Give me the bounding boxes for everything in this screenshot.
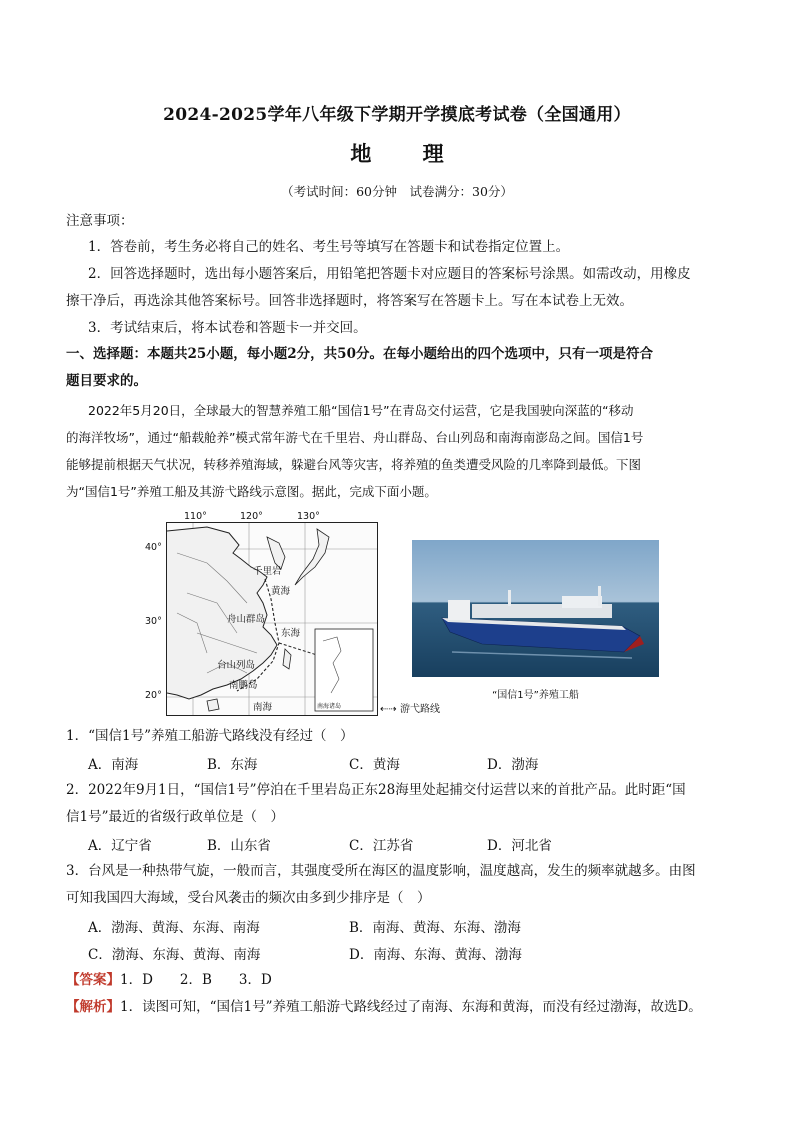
- question-2-stem: 2．2022年9月1日，“国信1号”停泊在千里岩岛正东28海里处起捕交付运营以来的首批产品。此时距“国: [66, 782, 686, 798]
- q2-option-d[interactable]: D．河北省: [487, 838, 552, 854]
- question-3-stem-cont: 可知我国四大海域，受台风袭击的频次由多到少排序是（ ）: [66, 890, 431, 906]
- note-item: 1．答卷前，考生务必将自己的姓名、考生号等填写在答题卡和试卷指定位置上。: [88, 239, 570, 255]
- place-label: 台山列岛: [217, 660, 256, 671]
- question-3-stem: 3．台风是一种热带气旋，一般而言，其强度受所在海区的温度影响，温度越高，发生的频率就越多。由图: [66, 863, 696, 879]
- section-heading-cont: 题目要求的。: [66, 373, 147, 389]
- passage-line: 为“国信1号”养殖工船及其游弋路线示意图。据此，完成下面小题。: [66, 484, 437, 499]
- q3-option-d[interactable]: D．南海、东海、黄海、渤海: [349, 947, 522, 963]
- section-heading: 一、选择题：本题共25小题，每小题2分，共50分。在每小题给出的四个选项中，只有一项是符合: [66, 346, 653, 362]
- place-label: 南鹏岛: [229, 680, 258, 691]
- q2-option-a[interactable]: A．辽宁省: [88, 838, 152, 854]
- q3-option-a[interactable]: A．渤海、黄海、东海、南海: [88, 920, 260, 936]
- q1-option-d[interactable]: D．渤海: [487, 757, 539, 773]
- lon-label: 130°: [297, 511, 320, 522]
- note-item: 擦干净后，再选涂其他答案标号。回答非选择题时，将答案写在答题卡上。写在本试卷上无效。: [66, 293, 633, 309]
- ship-photo: [412, 540, 659, 677]
- q1-option-a[interactable]: A．南海: [88, 757, 139, 773]
- q1-option-b[interactable]: B．东海: [207, 757, 258, 773]
- passage-line: 2022年5月20日，全球最大的智慧养殖工船“国信1号”在青岛交付运营，它是我国驶向深蓝的“移动: [88, 403, 634, 418]
- analysis-tag: 【解析】: [66, 999, 120, 1015]
- answer-tag: 【答案】: [66, 972, 120, 988]
- subject-title: 地 理: [350, 141, 466, 166]
- notes-heading: 注意事项：: [66, 213, 134, 229]
- q1-option-c[interactable]: C．黄海: [349, 757, 400, 773]
- answer-text: 1．D 2．B 3．D: [120, 972, 272, 988]
- place-label: 千里岩: [253, 566, 282, 577]
- analysis-text: 1．读图可知，“国信1号”养殖工船游弋路线经过了南海、东海和黄海，而没有经过渤海，故选D。: [120, 999, 702, 1015]
- route-map: [166, 522, 378, 716]
- map-legend: ⇠⇢ 游弋路线: [380, 704, 440, 715]
- q2-option-c[interactable]: C．江苏省: [349, 838, 414, 854]
- ship-illustration: [412, 540, 659, 677]
- place-label: 东海: [281, 628, 301, 639]
- q3-option-c[interactable]: C．渤海、东海、黄海、南海: [88, 947, 261, 963]
- lon-label: 120°: [240, 511, 263, 522]
- inset-label: 南海诸岛: [317, 703, 342, 710]
- lat-label: 30°: [145, 616, 162, 627]
- passage-line: 的海洋牧场”，通过“船载舱养”模式常年游弋在千里岩、舟山群岛、台山列岛和南海南澎岛之间。国信1号: [66, 430, 644, 445]
- question-2-stem-cont: 信1号”最近的省级行政单位是（ ）: [66, 809, 284, 825]
- exam-meta: （考试时间：60分钟 试卷满分：30分）: [281, 184, 513, 199]
- q2-option-b[interactable]: B．山东省: [207, 838, 271, 854]
- lat-label: 40°: [145, 542, 162, 553]
- place-label: 黄海: [271, 586, 291, 597]
- map-drawing: [167, 523, 377, 715]
- q3-option-b[interactable]: B．南海、黄海、东海、渤海: [349, 920, 521, 936]
- answer-line: [66, 970, 272, 990]
- note-item: 3．考试结束后，将本试卷和答题卡一并交回。: [88, 320, 367, 336]
- question-1-stem: 1．“国信1号”养殖工船游弋路线没有经过（ ）: [66, 728, 354, 744]
- exam-title: 2024-2025学年八年级下学期开学摸底考试卷（全国通用）: [163, 105, 631, 125]
- place-label: 舟山群岛: [227, 614, 266, 625]
- passage-line: 能够提前根据天气状况，转移养殖海域，躲避台风等灾害，将养殖的鱼类遭受风险的几率降到最低。下图: [66, 457, 642, 472]
- photo-caption: “国信1号”养殖工船: [492, 690, 579, 701]
- lon-label: 110°: [184, 511, 207, 522]
- note-item: 2．回答选择题时，选出每小题答案后，用铅笔把答题卡对应题目的答案标号涂黑。如需改动，用橡皮: [88, 266, 691, 282]
- place-label: 南海: [253, 702, 273, 713]
- lat-label: 20°: [145, 690, 162, 701]
- analysis-line: [66, 997, 702, 1017]
- dashed-line-icon: ⇠⇢: [380, 704, 397, 715]
